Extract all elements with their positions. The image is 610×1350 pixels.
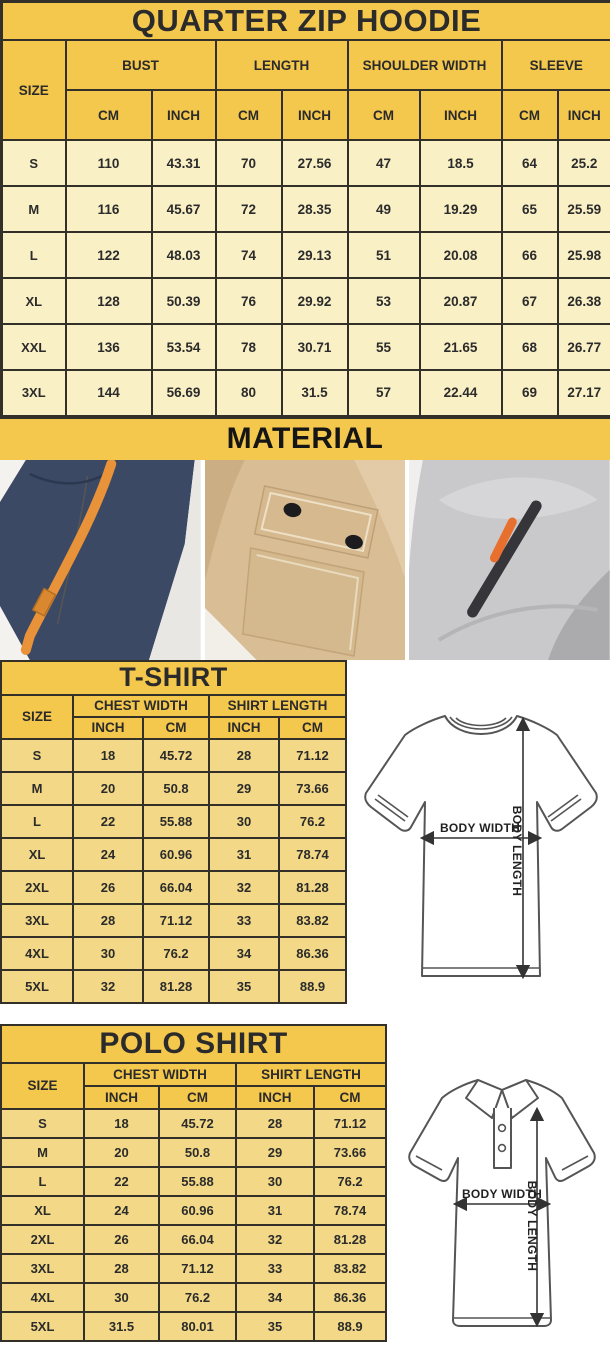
column-header-length: LENGTH <box>216 40 348 90</box>
value-cell: 70 <box>216 140 282 186</box>
value-cell: 30 <box>236 1167 314 1196</box>
size-cell: S <box>1 739 73 772</box>
value-cell: 22.44 <box>420 370 502 416</box>
value-cell: 50.8 <box>159 1138 236 1167</box>
size-cell: M <box>2 186 66 232</box>
body-length-label: BODY LENGTH <box>510 805 524 896</box>
value-cell: 30 <box>84 1283 159 1312</box>
column-header-bust: BUST <box>66 40 216 90</box>
value-cell: 24 <box>84 1196 159 1225</box>
value-cell: 43.31 <box>152 140 216 186</box>
value-cell: 20.08 <box>420 232 502 278</box>
table-row <box>2 140 610 186</box>
value-cell: 81.28 <box>314 1225 386 1254</box>
table-row <box>2 186 610 232</box>
value-cell: 26.77 <box>558 324 610 370</box>
value-cell: 32 <box>73 970 143 1003</box>
unit-header-inch: INCH <box>558 90 610 140</box>
value-cell: 29.92 <box>282 278 348 324</box>
value-cell: 21.65 <box>420 324 502 370</box>
value-cell: 33 <box>209 904 279 937</box>
value-cell: 88.9 <box>279 970 346 1003</box>
value-cell: 81.28 <box>143 970 209 1003</box>
value-cell: 34 <box>236 1283 314 1312</box>
value-cell: 76.2 <box>159 1283 236 1312</box>
value-cell: 29 <box>209 772 279 805</box>
value-cell: 74 <box>216 232 282 278</box>
size-cell: L <box>2 232 66 278</box>
value-cell: 25.98 <box>558 232 610 278</box>
polo-section <box>0 1024 610 1350</box>
unit-header-inch: INCH <box>236 1086 314 1109</box>
value-cell: 76.2 <box>143 937 209 970</box>
size-cell: 3XL <box>1 1254 84 1283</box>
value-cell: 144 <box>66 370 152 416</box>
polo-size-table <box>0 1024 387 1342</box>
value-cell: 72 <box>216 186 282 232</box>
unit-header-inch: INCH <box>282 90 348 140</box>
table-row <box>1 1167 386 1196</box>
value-cell: 71.12 <box>279 739 346 772</box>
value-cell: 48.03 <box>152 232 216 278</box>
column-group-header-row <box>2 40 610 90</box>
size-cell: 5XL <box>1 970 73 1003</box>
value-cell: 83.82 <box>314 1254 386 1283</box>
value-cell: 35 <box>209 970 279 1003</box>
material-photo-navy-drawstring <box>0 460 201 660</box>
column-group-header-row <box>1 695 346 717</box>
value-cell: 73.66 <box>279 772 346 805</box>
column-group-header-row <box>1 1063 386 1086</box>
table-row <box>1 1196 386 1225</box>
material-section-title: MATERIAL <box>0 418 610 460</box>
value-cell: 65 <box>502 186 558 232</box>
unit-header-row <box>2 90 610 140</box>
unit-header-cm: CM <box>348 90 420 140</box>
value-cell: 60.96 <box>143 838 209 871</box>
column-header-size: SIZE <box>2 40 66 140</box>
value-cell: 22 <box>84 1167 159 1196</box>
value-cell: 76.2 <box>314 1167 386 1196</box>
size-cell: 4XL <box>1 1283 84 1312</box>
column-header-shoulder-width: SHOULDER WIDTH <box>348 40 502 90</box>
value-cell: 27.17 <box>558 370 610 416</box>
size-cell: 2XL <box>1 1225 84 1254</box>
table-row <box>1 838 346 871</box>
value-cell: 80.01 <box>159 1312 236 1341</box>
value-cell: 83.82 <box>279 904 346 937</box>
value-cell: 45.72 <box>159 1109 236 1138</box>
value-cell: 49 <box>348 186 420 232</box>
tshirt-outline <box>365 716 597 976</box>
value-cell: 25.2 <box>558 140 610 186</box>
size-cell: S <box>1 1109 84 1138</box>
value-cell: 56.69 <box>152 370 216 416</box>
value-cell: 136 <box>66 324 152 370</box>
size-cell: XL <box>2 278 66 324</box>
collar-rib <box>450 717 512 729</box>
table-row <box>1 871 346 904</box>
value-cell: 88.9 <box>314 1312 386 1341</box>
value-cell: 20 <box>84 1138 159 1167</box>
table-row <box>1 937 346 970</box>
value-cell: 55 <box>348 324 420 370</box>
value-cell: 66.04 <box>159 1225 236 1254</box>
size-cell: 3XL <box>2 370 66 416</box>
tshirt-section <box>0 660 610 1010</box>
value-cell: 60.96 <box>159 1196 236 1225</box>
hoodie-size-table <box>0 0 610 418</box>
value-cell: 26 <box>73 871 143 904</box>
value-cell: 69 <box>502 370 558 416</box>
unit-header-cm: CM <box>143 717 209 739</box>
column-header-chest-width: CHEST WIDTH <box>84 1063 236 1086</box>
value-cell: 86.36 <box>314 1283 386 1312</box>
material-photo-khaki-pocket <box>205 460 406 660</box>
value-cell: 22 <box>73 805 143 838</box>
unit-header-inch: INCH <box>209 717 279 739</box>
value-cell: 67 <box>502 278 558 324</box>
value-cell: 32 <box>209 871 279 904</box>
value-cell: 45.67 <box>152 186 216 232</box>
column-header-shirt-length: SHIRT LENGTH <box>209 695 346 717</box>
table-row <box>2 324 610 370</box>
table-row <box>1 1312 386 1341</box>
value-cell: 80 <box>216 370 282 416</box>
tshirt-measurement-diagram <box>353 686 603 1006</box>
hoodie-table-title: QUARTER ZIP HOODIE <box>2 2 610 41</box>
value-cell: 45.72 <box>143 739 209 772</box>
unit-header-inch: INCH <box>84 1086 159 1109</box>
table-row <box>2 370 610 416</box>
unit-header-cm: CM <box>66 90 152 140</box>
column-header-shirt-length: SHIRT LENGTH <box>236 1063 386 1086</box>
unit-header-cm: CM <box>314 1086 386 1109</box>
value-cell: 53.54 <box>152 324 216 370</box>
value-cell: 28.35 <box>282 186 348 232</box>
material-photo-gray-zip <box>409 460 610 660</box>
value-cell: 50.8 <box>143 772 209 805</box>
value-cell: 28 <box>84 1254 159 1283</box>
value-cell: 53 <box>348 278 420 324</box>
value-cell: 51 <box>348 232 420 278</box>
size-cell: 3XL <box>1 904 73 937</box>
unit-header-cm: CM <box>159 1086 236 1109</box>
value-cell: 29 <box>236 1138 314 1167</box>
table-row <box>1 739 346 772</box>
value-cell: 71.12 <box>159 1254 236 1283</box>
value-cell: 29.13 <box>282 232 348 278</box>
value-cell: 28 <box>209 739 279 772</box>
value-cell: 28 <box>73 904 143 937</box>
value-cell: 30 <box>209 805 279 838</box>
column-header-chest-width: CHEST WIDTH <box>73 695 209 717</box>
value-cell: 86.36 <box>279 937 346 970</box>
value-cell: 76 <box>216 278 282 324</box>
table-row <box>1 1283 386 1312</box>
column-header-sleeve: SLEEVE <box>502 40 610 90</box>
value-cell: 35 <box>236 1312 314 1341</box>
unit-header-inch: INCH <box>152 90 216 140</box>
size-cell: 4XL <box>1 937 73 970</box>
value-cell: 19.29 <box>420 186 502 232</box>
value-cell: 81.28 <box>279 871 346 904</box>
value-cell: 20 <box>73 772 143 805</box>
value-cell: 68 <box>502 324 558 370</box>
value-cell: 55.88 <box>159 1167 236 1196</box>
table-row <box>1 805 346 838</box>
value-cell: 27.56 <box>282 140 348 186</box>
value-cell: 55.88 <box>143 805 209 838</box>
value-cell: 50.39 <box>152 278 216 324</box>
size-cell: XL <box>1 838 73 871</box>
value-cell: 116 <box>66 186 152 232</box>
value-cell: 18 <box>84 1109 159 1138</box>
value-cell: 122 <box>66 232 152 278</box>
value-cell: 26 <box>84 1225 159 1254</box>
value-cell: 110 <box>66 140 152 186</box>
table-title-row <box>1 661 346 695</box>
value-cell: 34 <box>209 937 279 970</box>
value-cell: 73.66 <box>314 1138 386 1167</box>
value-cell: 128 <box>66 278 152 324</box>
size-cell: L <box>1 1167 84 1196</box>
column-header-size: SIZE <box>1 695 73 739</box>
value-cell: 28 <box>236 1109 314 1138</box>
body-width-label: BODY WIDTH <box>439 820 521 835</box>
value-cell: 78 <box>216 324 282 370</box>
table-row <box>1 1109 386 1138</box>
column-header-size: SIZE <box>1 1063 84 1109</box>
polo-measurement-diagram <box>396 1056 606 1344</box>
value-cell: 66 <box>502 232 558 278</box>
size-cell: XXL <box>2 324 66 370</box>
value-cell: 71.12 <box>143 904 209 937</box>
value-cell: 78.74 <box>279 838 346 871</box>
table-row <box>2 232 610 278</box>
material-photos <box>0 460 610 660</box>
body-length-label: BODY LENGTH <box>525 1180 539 1271</box>
tshirt-size-table <box>0 660 347 1004</box>
collar-rib <box>456 718 506 726</box>
table-title-row <box>2 2 610 41</box>
value-cell: 47 <box>348 140 420 186</box>
size-cell: M <box>1 1138 84 1167</box>
table-row <box>1 904 346 937</box>
table-row <box>1 970 346 1003</box>
unit-header-cm: CM <box>279 717 346 739</box>
unit-header-cm: CM <box>216 90 282 140</box>
table-row <box>1 1138 386 1167</box>
value-cell: 33 <box>236 1254 314 1283</box>
value-cell: 64 <box>502 140 558 186</box>
value-cell: 24 <box>73 838 143 871</box>
value-cell: 30 <box>73 937 143 970</box>
size-cell: XL <box>1 1196 84 1225</box>
tshirt-table-title: T-SHIRT <box>1 661 346 695</box>
value-cell: 71.12 <box>314 1109 386 1138</box>
unit-header-cm: CM <box>502 90 558 140</box>
size-cell: L <box>1 805 73 838</box>
table-row <box>2 278 610 324</box>
value-cell: 20.87 <box>420 278 502 324</box>
value-cell: 18.5 <box>420 140 502 186</box>
value-cell: 31.5 <box>84 1312 159 1341</box>
body-width-label: BODY WIDTH <box>461 1186 543 1201</box>
unit-header-inch: INCH <box>420 90 502 140</box>
unit-header-inch: INCH <box>73 717 143 739</box>
table-row <box>1 1225 386 1254</box>
value-cell: 25.59 <box>558 186 610 232</box>
value-cell: 30.71 <box>282 324 348 370</box>
value-cell: 18 <box>73 739 143 772</box>
value-cell: 76.2 <box>279 805 346 838</box>
value-cell: 31.5 <box>282 370 348 416</box>
value-cell: 57 <box>348 370 420 416</box>
size-cell: 2XL <box>1 871 73 904</box>
value-cell: 32 <box>236 1225 314 1254</box>
size-cell: 5XL <box>1 1312 84 1341</box>
table-row <box>1 1254 386 1283</box>
button-placket <box>494 1108 511 1168</box>
table-row <box>1 772 346 805</box>
value-cell: 78.74 <box>314 1196 386 1225</box>
value-cell: 31 <box>236 1196 314 1225</box>
value-cell: 66.04 <box>143 871 209 904</box>
size-cell: M <box>1 772 73 805</box>
table-title-row <box>1 1025 386 1063</box>
size-cell: S <box>2 140 66 186</box>
polo-table-title: POLO SHIRT <box>1 1025 386 1063</box>
value-cell: 26.38 <box>558 278 610 324</box>
value-cell: 31 <box>209 838 279 871</box>
